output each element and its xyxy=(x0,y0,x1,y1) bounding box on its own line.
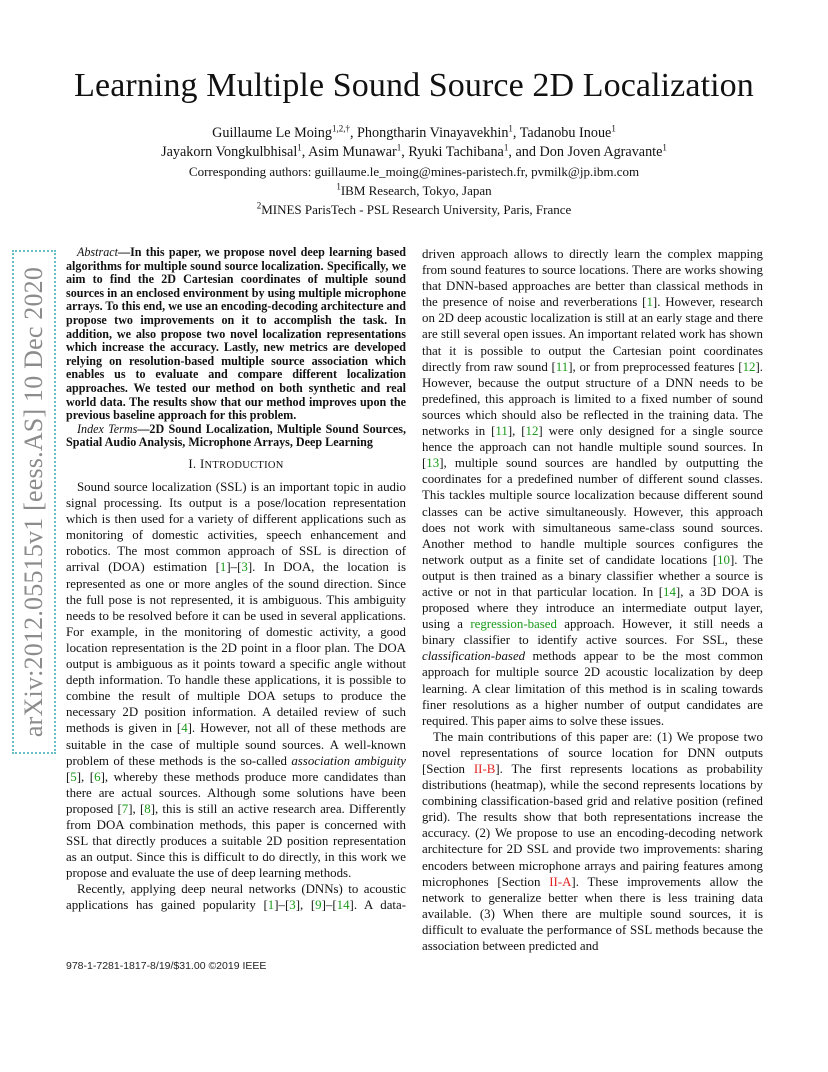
author-line-2 xyxy=(40,143,788,162)
citation-link[interactable]: 7 xyxy=(121,801,129,816)
affiliation-mark: 2 xyxy=(256,200,262,211)
left-column xyxy=(66,246,406,914)
text-run: ], [ xyxy=(128,801,145,816)
affiliation-2 xyxy=(40,200,788,219)
citation-link[interactable]: 3 xyxy=(241,560,248,575)
index-terms-text: —2D Sound Localization, Multiple Sound Sources, Spatial Audio Analysis, Microphone Arrays, Deep Learning xyxy=(66,421,406,450)
abstract-text: —In this paper, we propose novel deep learning based algorithms for multiple sound source localization. Specifically, we aim to find the 2D Cartesian coordinates of multiple sound sources in an enclosed environment by using multiple microphone arrays. To this end, we use an encoding-decoding architecture and propose two improvements on it to accomplish the task. In addition, we also propose two novel localization representations which increase the accuracy. Lastly, new metrics are developed relying on resolution-based multiple source association which enables us to evaluate and compare different localization approaches. We tested our method on both synthetic and real world data. The results show that our method improves upon the previous baseline approach for this problem. xyxy=(66,245,406,423)
intro-paragraph-3 xyxy=(422,729,763,954)
author-line-1 xyxy=(40,124,788,143)
text-run: approach. However, it still needs a binary classifier to identify active sources. For SSL, these xyxy=(422,617,763,648)
section-ref-link[interactable]: II-A xyxy=(549,874,572,889)
intro-paragraph-2 xyxy=(66,881,406,913)
arxiv-stamp[interactable] xyxy=(12,250,56,754)
affiliation-mark: 1 xyxy=(297,142,302,153)
text-run: Recently, applying deep neural networks (DNNs) to acoustic applications has gained popularity [ xyxy=(66,882,406,913)
citation-link[interactable]: 14 xyxy=(663,584,676,599)
text-run: ], [ xyxy=(76,769,95,784)
author-name: , and Don Joven Agravante xyxy=(508,144,663,160)
text-run: ]. In DOA, the location is represented as one or more angles of the sound direction. Since the full pose is not represented, it is ambiguous. This ambiguity needs to be resolved before it can be used in several applications. For example, in the monitoring of domestic activity, a good location representation is the 2D point in a floor plan. The DOA output is ambiguous as it points toward a specific angle without depth information. To handle these applications, it is possible to combine the result of multiple DOA setups to produce the necessary 2D position information. A detailed review of such methods is given in [ xyxy=(66,560,406,736)
citation-link[interactable]: 8 xyxy=(144,801,151,816)
citation-link[interactable]: 10 xyxy=(717,552,730,567)
text-run: ], multiple sound sources are handled by outputting the coordinates for a predefined number of different sound classes. This tackles multiple source localization because different sound classes can be active simultaneously. However, this approach does not work with simultaneous same-class sound sources. Another method to handle multiple sources configures the network output as a finite set of candidate locations [ xyxy=(422,456,763,567)
text-run: The main contributions of this paper are: (1) We propose two novel representations of source location for DNN outputs [Section xyxy=(422,729,763,776)
paper-title: Learning Multiple Sound Source 2D Localization xyxy=(74,67,754,104)
affiliation-mark: 1 xyxy=(611,123,616,134)
text-run: ]–[ xyxy=(321,898,337,913)
affiliation-mark: 1 xyxy=(336,181,341,192)
abstract-label: Abstract xyxy=(77,245,118,259)
citation-link[interactable]: 3 xyxy=(289,898,296,913)
abstract xyxy=(66,246,406,423)
emphasis: association ambiguity xyxy=(291,753,406,768)
section-title: NTRODUCTION xyxy=(204,459,284,471)
text-run: ], [ xyxy=(507,424,526,439)
citation-link[interactable]: 14 xyxy=(336,898,350,913)
text-run: ], a 3D DOA is proposed where they introduce an intermediate output layer, using a xyxy=(422,584,763,632)
author-name: , Ryuki Tachibana xyxy=(401,144,504,160)
text-run: methods appear to be the most common approach for multiple source 2D acoustic localization by deep learning. A clear limitation of this method is in scaling towards finer resolutions as a higher number of output candidates are required. This paper aims to solve these issues. xyxy=(422,649,763,728)
copyright-footer: 978-1-7281-1817-8/19/$31.00 ©2019 IEEE xyxy=(66,960,267,972)
affiliation-mark: 1,2,† xyxy=(331,123,350,134)
intro-paragraph-2-continued xyxy=(422,246,763,729)
text-run: ]. A data- xyxy=(349,898,407,913)
text-run: ], [ xyxy=(295,898,316,913)
author-block xyxy=(40,124,788,219)
citation-link[interactable]: 1 xyxy=(219,560,227,575)
citation-link[interactable]: 13 xyxy=(426,456,440,471)
affiliation-text: IBM Research, Tokyo, Japan xyxy=(340,183,492,198)
text-run: Sound source localization (SSL) is an important topic in audio signal processing. Its output is a pose/location representation which is then used for a variety of different applications such as monitoring of domestic activities, speech enhancement and robotics. The most common approach of SSL is direction of arrival (DOA) estimation [ xyxy=(66,480,406,575)
text-run: ]. However, research on 2D deep acoustic localization is still at an early stage and there are still several open issues. An important related work has shown that it is possible to output the Cartesian point coordinates directly from raw sound [ xyxy=(422,295,763,374)
author-name: Jayakorn Vongkulbhisal xyxy=(161,144,298,160)
text-run: ]–[ xyxy=(226,560,242,575)
text-run: ] were only designed for a single source hence the approach can not handle multiple sound sources. In [ xyxy=(422,424,764,471)
citation-link[interactable]: 11 xyxy=(495,424,508,439)
citation-link[interactable]: 5 xyxy=(70,769,77,784)
right-column xyxy=(422,246,763,954)
affiliation-mark: 1 xyxy=(503,142,509,153)
author-name: , Asim Munawar xyxy=(301,144,397,160)
author-name: Guillaume Le Moing xyxy=(212,125,332,141)
corresponding-authors: Corresponding authors: guillaume.le_moing@mines-paristech.fr, pvmilk@jp.ibm.com xyxy=(188,164,640,179)
citation-link[interactable]: 12 xyxy=(742,359,756,374)
citation-link[interactable]: regression-based xyxy=(470,617,557,632)
text-run: ]. However, because the output structure of a DNN needs to be predefined, this approach is limited to a fixed number of sound sources which should also be reflected in the training data. The networks in [ xyxy=(422,359,763,439)
text-run: [ xyxy=(66,769,71,784)
citation-link[interactable]: 9 xyxy=(315,898,322,913)
affiliation-mark: 1 xyxy=(508,123,513,134)
citation-link[interactable]: 11 xyxy=(555,359,569,374)
affiliation-mark: 1 xyxy=(396,142,402,153)
section-number: I. I xyxy=(188,456,205,471)
author-name: , Phongtharin Vinayavekhin xyxy=(349,125,509,141)
affiliation-1 xyxy=(40,181,788,200)
text-run: ]. The first represents locations as probability distributions (heatmap), while the second represents locations by combining classification-based grid and relative position (refined grid). The results show that both representations increase the accuracy. (2) We propose to use an encoding-decoding network architecture for 2D SSL and provide two improvements: sharing encoders between microphone arrays and pairing features among microphones [Section xyxy=(422,762,763,889)
text-run: ], this is still an active research area. Differently from DOA combination methods, this paper is concerned with SSL that directly produces a suitable 2D position representation as an output. Since this is difficult to do directly, in this work we propose and evaluate the use of deep learning methods. xyxy=(66,801,406,881)
index-terms xyxy=(66,423,406,450)
emphasis: classification-based xyxy=(422,649,526,664)
citation-link[interactable]: 12 xyxy=(525,424,539,439)
text-run: ]. The output is then trained as a binary classifier whether a source is active or not in that particular location. In [ xyxy=(422,552,763,599)
text-run: ], or from preprocessed features [ xyxy=(568,359,743,374)
author-name: , Tadanobu Inoue xyxy=(512,125,612,141)
citation-link[interactable]: 4 xyxy=(181,721,188,736)
section-ref-link[interactable]: II-B xyxy=(473,762,496,776)
affiliation-text: MINES ParisTech - PSL Research University, Paris, France xyxy=(261,202,572,217)
citation-link[interactable]: 6 xyxy=(94,769,101,784)
citation-link[interactable]: 1 xyxy=(267,898,275,913)
text-run: ]. These improvements allow the network to generalize better when there is less training data available. (3) When there are multiple sound sources, it is difficult to evaluate the performance of SSL methods because the association between predicted and xyxy=(422,874,763,954)
text-run: ]–[ xyxy=(274,898,290,913)
index-terms-label: Index Terms xyxy=(77,421,138,436)
affiliation-mark: 1 xyxy=(662,142,667,153)
text-run: ], whereby these methods produce more candidates than there are actual sources. Although some solutions have been proposed [ xyxy=(66,769,406,816)
section-heading-introduction xyxy=(66,456,406,474)
intro-paragraph-1 xyxy=(66,479,406,881)
arxiv-identifier[interactable]: arXiv:2012.05515v1 [eess.AS] 10 Dec 2020 xyxy=(19,266,48,738)
text-run: ]. However, not all of these methods are suitable in the case of multiple sound sources. A well-known problem of these methods is the so-called xyxy=(66,721,406,768)
citation-link[interactable]: 1 xyxy=(646,295,653,310)
text-run: driven approach allows to directly learn the complex mapping from sound features to source locations. There are works showing that DNN-based approaches are better than classical methods in the presence of noise and reverberations [ xyxy=(422,247,763,310)
